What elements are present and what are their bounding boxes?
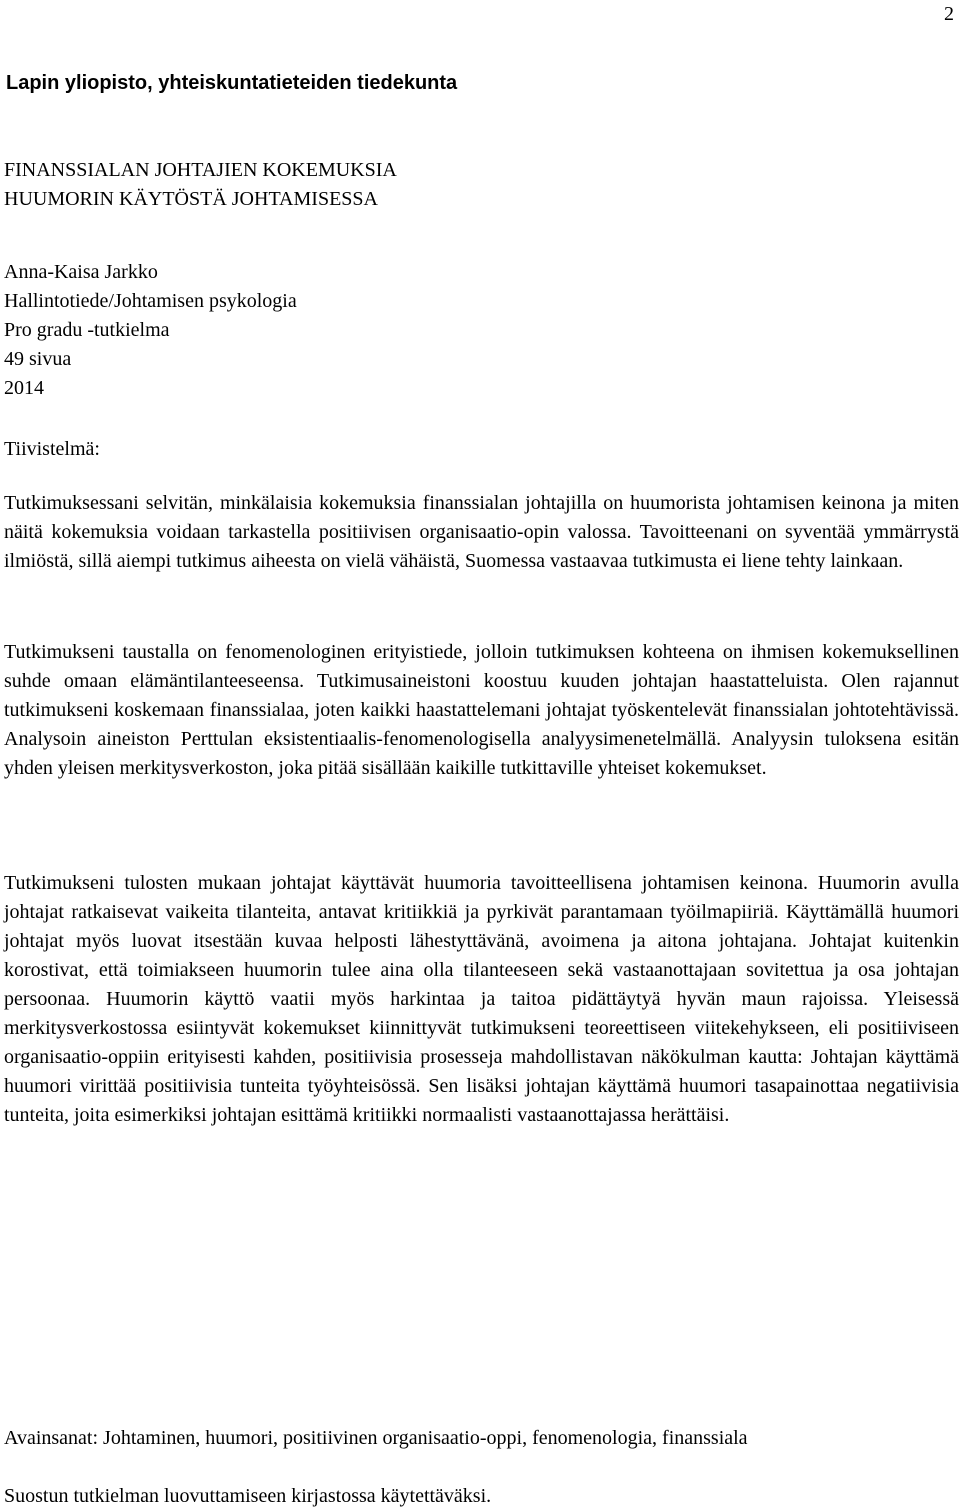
page-number: 2 <box>944 3 954 25</box>
faculty-heading: Lapin yliopisto, yhteiskuntatieteiden tiedekunta <box>6 72 458 94</box>
thesis-metadata <box>4 258 297 403</box>
thesis-title-line: FINANSSIALAN JOHTAJIEN KOKEMUKSIA <box>4 159 397 181</box>
page-count: 49 sivua <box>4 348 72 370</box>
keywords-line: Avainsanat: Johtaminen, huumori, positiivinen organisaatio-oppi, fenomenologia, finanssiala <box>4 1427 748 1449</box>
abstract-paragraph: Tutkimukseni tulosten mukaan johtajat käyttävät huumoria tavoitteellisena johtamisen keinona. Huumorin avulla johtajat ratkaisevat vaikeita tilanteita, antavat kritiikkiä ja pyrkivät parantamaan työilmapiiriä. Käyttämällä huumori johtajat myös luovat itsestään kuvaa helposti lähestyttävänä, avoimena ja aitona johtajana. Johtajat kuitenkin korostivat, että toimiakseen huumorin tulee aina olla tilanteeseen sekä vastaanottajaan sovitettua ja osa johtajan persoonaa. Huumorin käyttö vaatii myös harkintaa ja taitoa pidättäytyä hyvän maun rajoissa. Yleisessä merkitysverkostossa esiintyvät kokemukset kiinnittyvät tutkimukseni teoreettiseen viitekehykseen, eli positiiviseen organisaatio-oppiin erityisesti kahden, positiivisia prosesseja mahdollistavan näkökulman kautta: Johtajan käyttämä huumori virittää positiivisia tunteita työyhteisössä. Sen lisäksi johtajan käyttämä huumori tasapainottaa negatiivisia tunteita, joita esimerkiksi johtajan esittämä kritiikki normaalisti vastaanottajassa herättäisi. <box>4 872 959 1126</box>
thesis-year: 2014 <box>4 377 44 399</box>
abstract-paragraph: Tutkimukseni taustalla on fenomenologinen erityistiede, jolloin tutkimuksen kohteena on ihmisen kokemuksellinen suhde omaan elämäntilanteeseensa. Tutkimusaineistoni koostuu kuuden johtajan haastatteluista. Olen rajannut tutkimukseni koskemaan finanssialaa, joten kaikki haastattelemani johtajat työskentelevät finanssialan johtotehtävissä. Analysoin aineiston Perttulan eksistentiaalis-fenomenologisella analyysimenetelmällä. Analyysin tuloksena esitän yhden yleisen merkitysverkoston, joka pitää sisällään kaikille tutkittaville yhteiset kokemukset. <box>4 641 959 779</box>
library-consent: Suostun tutkielman luovuttamiseen kirjastossa käytettäväksi. <box>4 1485 492 1507</box>
thesis-type: Pro gradu -tutkielma <box>4 319 170 341</box>
subject-field: Hallintotiede/Johtamisen psykologia <box>4 290 297 312</box>
abstract-paragraph: Tutkimuksessani selvitän, minkälaisia kokemuksia finanssialan johtajilla on huumorista johtamisen keinona ja miten näitä kokemuksia voidaan tarkastella positiivisen organisaatio-opin valossa. Tavoitteenani on syventää ymmärrystä ilmiöstä, sillä aiempi tutkimus aiheesta on vielä vähäistä, Suomessa vastaavaa tutkimusta ei liene tehty lainkaan. <box>4 492 959 572</box>
author-name: Anna-Kaisa Jarkko <box>4 261 158 283</box>
abstract-label: Tiivistelmä: <box>4 438 100 460</box>
thesis-title <box>4 156 397 214</box>
thesis-title-line: HUUMORIN KÄYTÖSTÄ JOHTAMISESSA <box>4 188 378 210</box>
